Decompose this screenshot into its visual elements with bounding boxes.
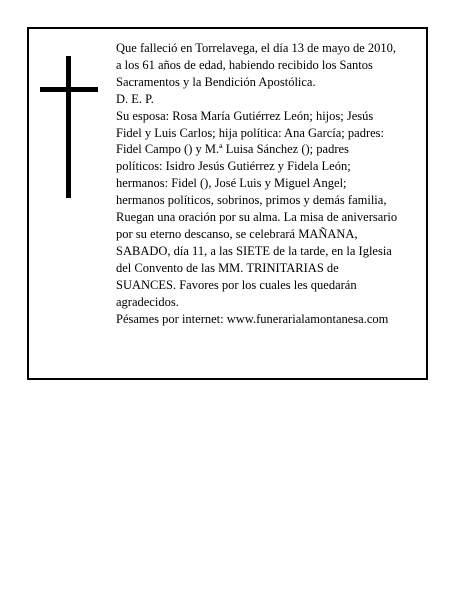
text-line: hermanos: Fidel (), José Luis y Miguel Angel; bbox=[116, 176, 347, 191]
text-line: SUANCES. Favores por los cuales les quedarán bbox=[116, 277, 357, 292]
rest-in-peace-line: D. E. P. bbox=[116, 91, 154, 106]
cross-horizontal-bar bbox=[40, 87, 98, 92]
condolences-website-line: Pésames por internet: www.funerarialamontanesa.com bbox=[116, 311, 389, 326]
latin-cross-icon bbox=[40, 56, 98, 198]
text-line: SABADO, día 11, a las SIETE de la tarde, en la Iglesia bbox=[116, 243, 392, 258]
text-line: hermanos políticos, sobrinos, primos y demás familia, bbox=[116, 193, 387, 208]
text-line: Fidel Campo () y M.ª Luisa Sánchez (); padres bbox=[116, 142, 349, 157]
obituary-notice-frame bbox=[27, 27, 428, 380]
obituary-text bbox=[116, 40, 418, 327]
text-line: agradecidos. bbox=[116, 294, 179, 309]
text-line: a los 61 años de edad, habiendo recibido los Santos bbox=[116, 57, 373, 72]
text-line: Ruegan una oración por su alma. La misa de aniversario bbox=[116, 210, 398, 225]
text-line: políticos: Isidro Jesús Gutiérrez y Fidela León; bbox=[116, 159, 351, 174]
text-line: Su esposa: Rosa María Gutiérrez León; hijos; Jesús bbox=[116, 108, 374, 123]
cross-vertical-bar bbox=[66, 56, 71, 198]
text-line: por su eterno descanso, se celebrará MAÑANA, bbox=[116, 226, 358, 241]
text-line: Sacramentos y la Bendición Apostólica. bbox=[116, 74, 316, 89]
text-line: Fidel y Luis Carlos; hija política: Ana García; padres: bbox=[116, 125, 384, 140]
text-line: Que falleció en Torrelavega, el día 13 de mayo de 2010, bbox=[116, 41, 397, 55]
text-line: del Convento de las MM. TRINITARIAS de bbox=[116, 260, 339, 275]
